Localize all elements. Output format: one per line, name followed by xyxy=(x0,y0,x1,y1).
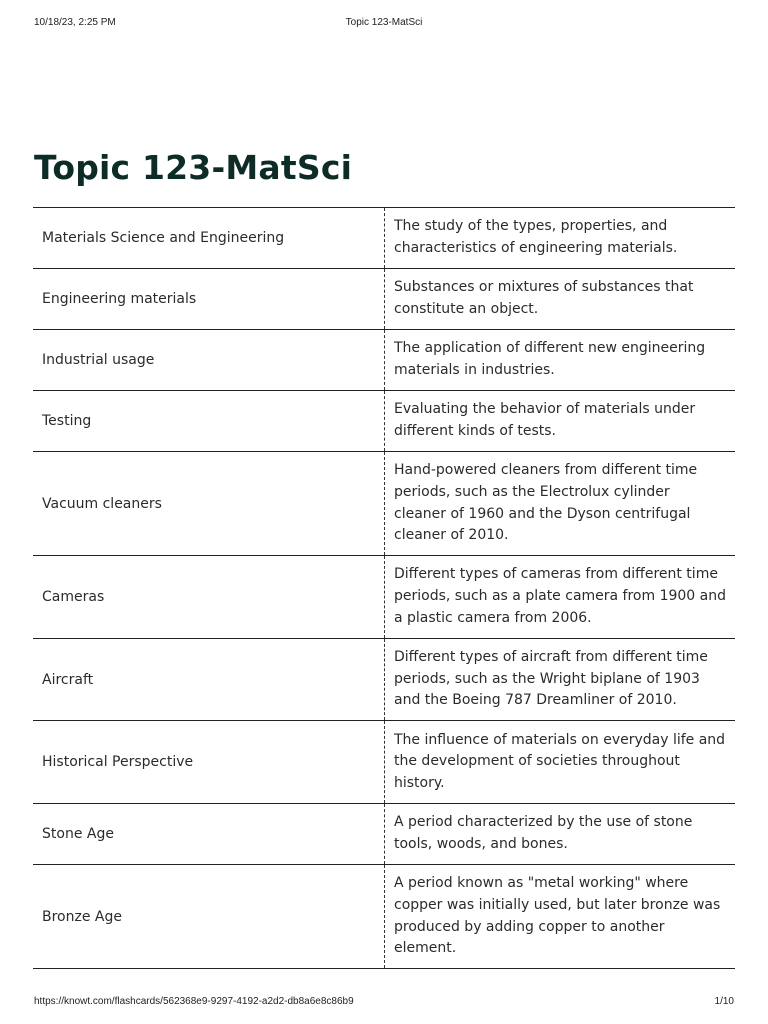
print-doc-title: Topic 123-MatSci xyxy=(345,17,423,28)
table-row xyxy=(33,804,735,865)
table-row xyxy=(33,330,735,391)
card-definition: The study of the types, properties, and characteristics of engineering materials. xyxy=(385,208,736,269)
print-footer xyxy=(34,996,734,1010)
card-term: Engineering materials xyxy=(33,269,385,330)
card-term: Bronze Age xyxy=(33,865,385,969)
print-datetime: 10/18/23, 2:25 PM xyxy=(34,17,116,28)
card-term: Cameras xyxy=(33,556,385,639)
page-number: 1/10 xyxy=(714,996,734,1007)
card-term: Testing xyxy=(33,391,385,452)
card-definition: Different types of aircraft from different time periods, such as the Wright biplane of 1903 and the Boeing 787 Dreamliner of 2010. xyxy=(385,639,736,721)
card-definition: The application of different new engineering materials in industries. xyxy=(385,330,736,391)
table-row xyxy=(33,721,735,804)
card-term: Industrial usage xyxy=(33,330,385,391)
table-row xyxy=(33,391,735,452)
card-definition: Different types of cameras from different time periods, such as a plate camera from 1900 and a plastic camera from 2006. xyxy=(385,556,736,639)
flashcard-table xyxy=(33,207,735,969)
card-term: Stone Age xyxy=(33,804,385,865)
card-term: Historical Perspective xyxy=(33,721,385,804)
card-term: Aircraft xyxy=(33,639,385,721)
print-header xyxy=(34,17,734,31)
card-definition: A period known as "metal working" where copper was initially used, but later bronze was produced by adding copper to another element. xyxy=(385,865,736,969)
table-row xyxy=(33,452,735,556)
card-definition: Substances or mixtures of substances that constitute an object. xyxy=(385,269,736,330)
card-term: Vacuum cleaners xyxy=(33,452,385,556)
card-definition: The influence of materials on everyday life and the development of societies throughout history. xyxy=(385,721,736,804)
source-url: https://knowt.com/flashcards/562368e9-9297-4192-a2d2-db8a6e8c86b9 xyxy=(34,996,354,1007)
card-definition: A period characterized by the use of stone tools, woods, and bones. xyxy=(385,804,736,865)
card-definition: Hand-powered cleaners from different time periods, such as the Electrolux cylinder cleaner of 1960 and the Dyson centrifugal cleaner of 2010. xyxy=(385,452,736,556)
card-definition: Evaluating the behavior of materials under different kinds of tests. xyxy=(385,391,736,452)
table-row xyxy=(33,269,735,330)
table-row xyxy=(33,639,735,721)
table-row xyxy=(33,556,735,639)
table-row xyxy=(33,865,735,969)
card-term: Materials Science and Engineering xyxy=(33,208,385,269)
page-title: Topic 123-MatSci xyxy=(34,148,353,187)
table-row xyxy=(33,208,735,269)
